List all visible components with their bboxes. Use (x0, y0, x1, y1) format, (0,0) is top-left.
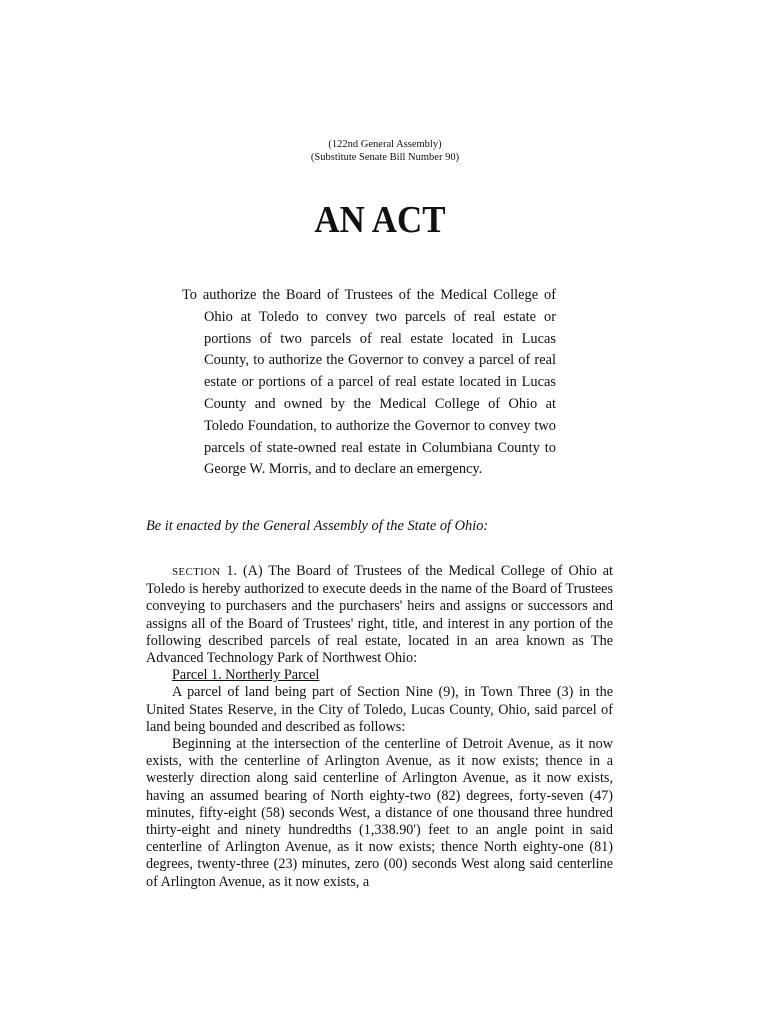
section-label-rest: ECTION (178, 566, 221, 578)
parcel-1-heading: Parcel 1. Northerly Parcel (172, 667, 320, 684)
section-1-paragraph (146, 563, 613, 667)
parcel-1-beginning: Beginning at the intersection of the centerline of Detroit Avenue, as it now exists, with the centerline of Arlington Avenue, as it now exists; thence in a westerly direction along said centerline of Arlington Avenue, as it now exists, having an assumed bearing of North eighty-two (82) degrees, forty-seven (47) minutes, fifty-eight (58) seconds West, a distance of one thousand three hundred thirty-eight and ninety hundredths (1,338.90') feet to an angle point in said centerline of Arlington Avenue, as it now exists; thence North eighty-one (81) degrees, twenty-three (23) minutes, zero (00) seconds West along said centerline of Arlington Avenue, as it now exists, a (146, 736, 613, 890)
section-1-body (146, 563, 613, 891)
section-1-text: 1. (A) The Board of Trustees of the Medical College of Ohio at Toledo is hereby authorized to execute deeds in the name of the Board of Trustees conveying to purchasers and the purchasers' heirs and assigns or successors and assigns all of the Board of Trustees' right, title, and interest in any portion of the following described parcels of real estate, located in an area known as The Advanced Technology Park of Northwest Ohio: (146, 563, 613, 667)
enacting-clause: Be it enacted by the General Assembly of the State of Ohio: (146, 518, 489, 534)
bill-header (0, 138, 770, 164)
parcel-1-description: A parcel of land being part of Section Nine (9), in Town Three (3) in the United States Reserve, in the City of Toledo, Lucas County, Ohio, said parcel of land being bounded and described as follows: (146, 684, 613, 735)
act-title: AN ACT (314, 199, 446, 241)
purpose-clause: To authorize the Board of Trustees of the Medical College of Ohio at Toledo to convey two parcels of real estate or portions of two parcels of real estate located in Lucas County, to authorize the Governor to convey a parcel of real estate or portions of a parcel of real estate located in Lucas County and owned by the Medical College of Ohio at Toledo Foundation, to authorize the Governor to convey two parcels of state-owned real estate in Columbiana County to George W. Morris, and to declare an emergency. (182, 287, 556, 478)
bill-number-line: (Substitute Senate Bill Number 90) (310, 152, 460, 163)
general-assembly-line: (122nd General Assembly) (328, 139, 442, 150)
section-label: SECTION (172, 566, 221, 578)
